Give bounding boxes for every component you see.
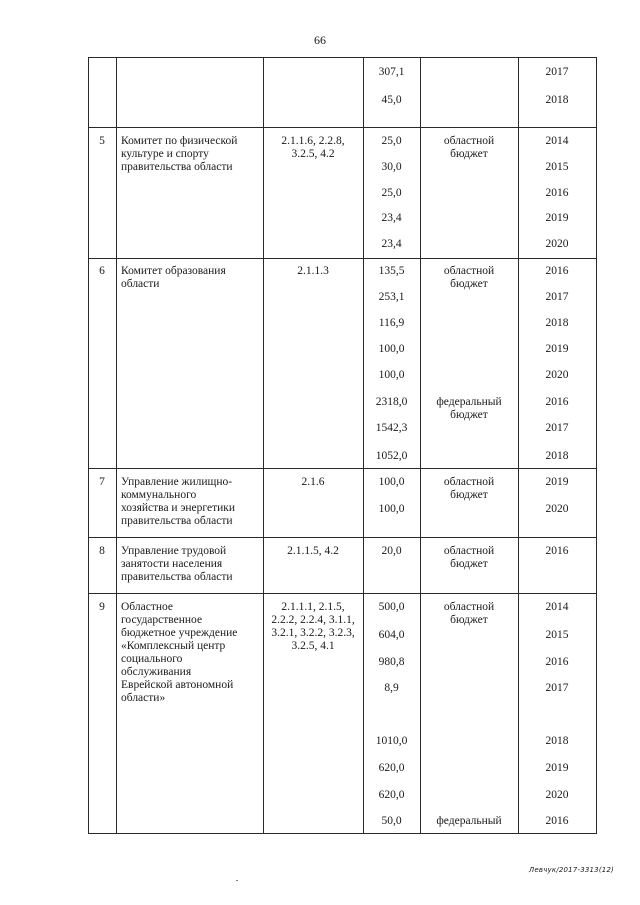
- year-cell: 2019: [545, 762, 569, 774]
- year-cell: 2019: [545, 476, 569, 488]
- executor-name-line: правительства области: [121, 515, 233, 527]
- executor-name-line: занятости населения: [121, 558, 223, 570]
- executor-name-line: Управление трудовой: [121, 545, 227, 557]
- year-cell: 2017: [545, 66, 569, 78]
- executor-name-line: Комитет образования: [121, 265, 226, 277]
- budget-source: областной бюджет: [443, 545, 495, 570]
- executor-name-line: коммунального: [121, 489, 197, 501]
- year-cell: 2016: [545, 656, 569, 668]
- year-cell: 2020: [545, 369, 569, 381]
- year-cell: 2018: [545, 735, 569, 747]
- executor-name-line: «Комплексный центр: [121, 640, 226, 652]
- amount-cell: 307,1: [378, 66, 405, 78]
- amount-cell: 253,1: [378, 291, 405, 303]
- year-cell: 2018: [545, 450, 569, 462]
- row-divider: [88, 258, 597, 259]
- amount-cell: 116,9: [378, 317, 405, 329]
- executor-name-line: культуре и спорту: [121, 148, 209, 160]
- year-cell: 2016: [545, 187, 569, 199]
- executor-name-line: области: [121, 278, 160, 290]
- year-cell: 2019: [545, 343, 569, 355]
- executor-name-line: Областное: [121, 601, 173, 613]
- executor-name-line: правительства области: [121, 161, 233, 173]
- executor-name-line: Комитет по физической: [121, 135, 238, 147]
- amount-cell: 500,0: [378, 601, 405, 613]
- amount-cell: 30,0: [381, 161, 402, 173]
- column-divider: [116, 57, 117, 834]
- table-border-bottom: [88, 833, 597, 834]
- budget-source: областной бюджет: [443, 476, 495, 501]
- measure-items: 2.1.1.1, 2.1.5, 2.2.2, 2.2.4, 3.1.1, 3.2.1, 3.2.2, 3.2.3, 3.2.5, 4.1: [271, 601, 355, 652]
- year-cell: 2020: [545, 503, 569, 515]
- year-cell: 2020: [545, 238, 569, 250]
- year-cell: 2017: [545, 422, 569, 434]
- scan-artifact: [236, 880, 238, 881]
- executor-name-line: государственное: [121, 614, 203, 626]
- amount-cell: 25,0: [381, 187, 402, 199]
- year-cell: 2018: [545, 94, 569, 106]
- row-divider: [88, 593, 597, 594]
- measure-items: 2.1.6: [301, 476, 325, 488]
- row-number: 6: [99, 265, 105, 277]
- amount-cell: 604,0: [378, 629, 405, 641]
- amount-cell: 1052,0: [375, 450, 408, 462]
- budget-source: федеральный: [436, 815, 502, 827]
- year-cell: 2019: [545, 212, 569, 224]
- year-cell: 2014: [545, 601, 569, 613]
- year-cell: 2017: [545, 291, 569, 303]
- amount-cell: 1010,0: [375, 735, 408, 747]
- executor-name-line: области»: [121, 692, 166, 704]
- amount-cell: 2318,0: [375, 396, 408, 408]
- row-number: 8: [99, 545, 105, 557]
- amount-cell: 980,8: [378, 656, 405, 668]
- column-divider: [420, 57, 421, 834]
- amount-cell: 8,9: [384, 682, 399, 694]
- page-number: 66: [314, 33, 326, 47]
- executor-name-line: Еврейской автономной: [121, 679, 234, 691]
- year-cell: 2016: [545, 265, 569, 277]
- year-cell: 2020: [545, 789, 569, 801]
- year-cell: 2015: [545, 629, 569, 641]
- row-number: 5: [99, 135, 105, 147]
- row-divider: [88, 537, 597, 538]
- amount-cell: 1542,3: [375, 422, 408, 434]
- budget-source: областной бюджет: [443, 265, 495, 290]
- amount-cell: 50,0: [381, 815, 402, 827]
- year-cell: 2018: [545, 317, 569, 329]
- row-number: 7: [99, 476, 105, 488]
- year-cell: 2016: [545, 815, 569, 827]
- year-cell: 2017: [545, 682, 569, 694]
- executor-name-line: Управление жилищно-: [121, 476, 233, 488]
- year-cell: 2014: [545, 135, 569, 147]
- measure-items: 2.1.1.6, 2.2.8, 3.2.5, 4.2: [281, 135, 345, 160]
- year-cell: 2016: [545, 545, 569, 557]
- row-number: 9: [99, 601, 105, 613]
- year-cell: 2015: [545, 161, 569, 173]
- measure-items: 2.1.1.3: [297, 265, 329, 277]
- amount-cell: 100,0: [378, 369, 405, 381]
- amount-cell: 100,0: [378, 343, 405, 355]
- executor-name-line: социального: [121, 653, 183, 665]
- column-divider: [596, 57, 597, 834]
- amount-cell: 25,0: [381, 135, 402, 147]
- amount-cell: 23,4: [381, 212, 402, 224]
- executor-name-line: хозяйства и энергетики: [121, 502, 236, 514]
- amount-cell: 20,0: [381, 545, 402, 557]
- budget-source: областной бюджет: [443, 135, 495, 160]
- amount-cell: 100,0: [378, 503, 405, 515]
- executor-name-line: правительства области: [121, 571, 233, 583]
- budget-source: областной бюджет: [443, 601, 495, 626]
- year-cell: 2016: [545, 396, 569, 408]
- row-divider: [88, 127, 597, 128]
- executor-name-line: бюджетное учреждение: [121, 627, 238, 639]
- amount-cell: 620,0: [378, 789, 405, 801]
- column-divider: [263, 57, 264, 834]
- amount-cell: 23,4: [381, 238, 402, 250]
- table-border-top: [88, 57, 597, 58]
- amount-cell: 135,5: [378, 265, 405, 277]
- row-divider: [88, 468, 597, 469]
- amount-cell: 620,0: [378, 762, 405, 774]
- amount-cell: 45,0: [381, 94, 402, 106]
- document-code: Левчук/2017-3313(12): [528, 866, 614, 874]
- amount-cell: 100,0: [378, 476, 405, 488]
- budget-source: федеральный бюджет: [436, 396, 502, 421]
- measure-items: 2.1.1.5, 4.2: [287, 545, 339, 557]
- executor-name-line: обслуживания: [121, 666, 192, 678]
- column-divider: [88, 57, 89, 834]
